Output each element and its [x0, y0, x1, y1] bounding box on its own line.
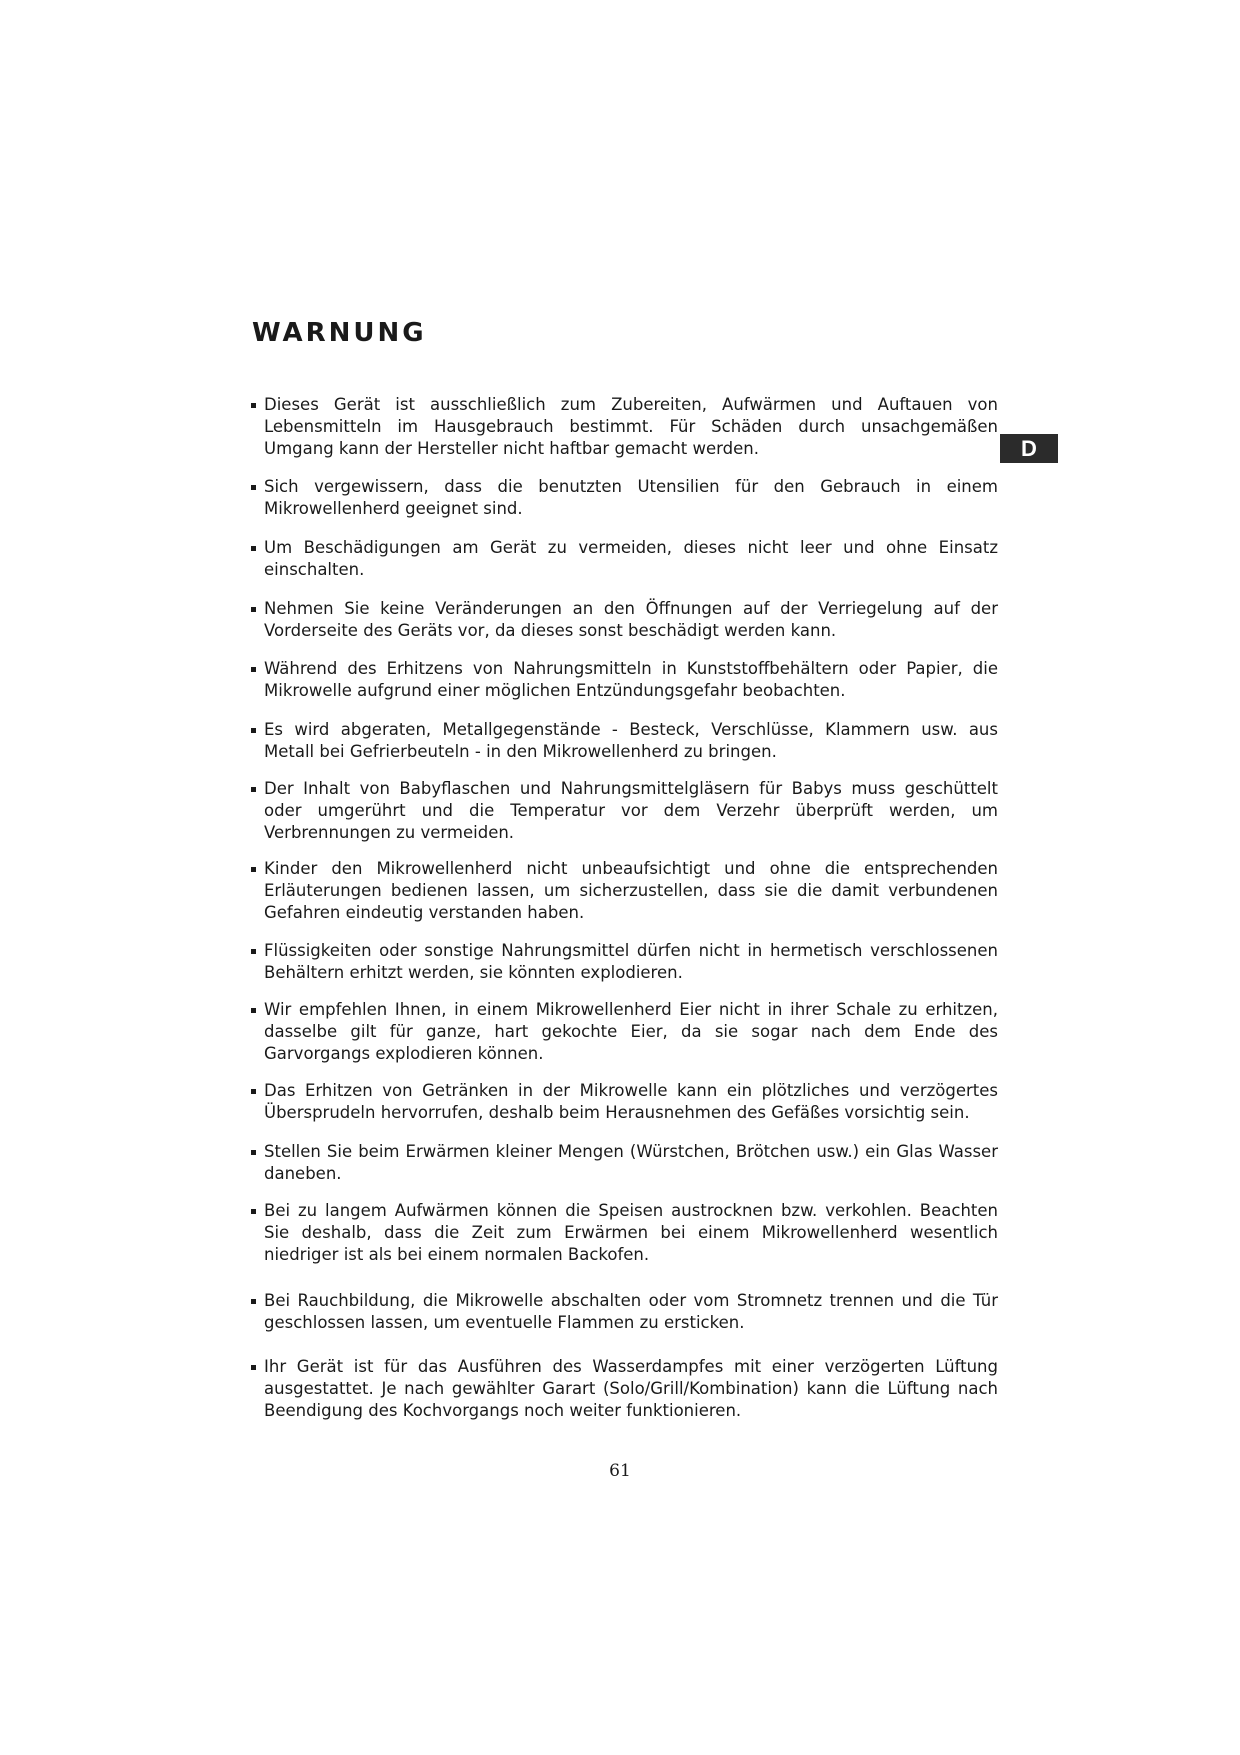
warning-item — [264, 778, 998, 844]
bullet-icon — [251, 1365, 256, 1370]
warning-item — [264, 1356, 998, 1422]
warning-text: Wir empfehlen Ihnen, in einem Mikrowellenherd Eier nicht in ihrer Schale zu erhitzen, dasselbe gilt für ganze, hart gekochte Eier, da sie sogar nach dem Ende des Garvorgangs explodieren können. — [264, 1000, 998, 1063]
warning-text: Das Erhitzen von Getränken in der Mikrowelle kann ein plötzliches und verzögertes Übersprudeln hervorrufen, deshalb beim Herausnehmen des Gefäßes vorsichtig sein. — [264, 1081, 998, 1122]
bullet-icon — [251, 1008, 256, 1013]
warning-text: Bei zu langem Aufwärmen können die Speisen austrocknen bzw. verkohlen. Beachten Sie deshalb, dass die Zeit zum Erwärmen bei einem Mikrowellenherd wesentlich niedriger ist als bei einem normalen Backofen. — [264, 1201, 998, 1264]
warning-text: Stellen Sie beim Erwärmen kleiner Mengen (Würstchen, Brötchen usw.) ein Glas Wasser daneben. — [264, 1142, 998, 1183]
bullet-icon — [251, 1299, 256, 1304]
bullet-icon — [251, 667, 256, 672]
page-number: 61 — [609, 1461, 631, 1481]
warning-text: Es wird abgeraten, Metallgegenstände - Besteck, Verschlüsse, Klammern usw. aus Metall bei Gefrierbeuteln - in den Mikrowellenherd zu bringen. — [264, 720, 998, 761]
bullet-icon — [251, 787, 256, 792]
warning-item — [264, 1290, 998, 1334]
bullet-icon — [251, 728, 256, 733]
warning-text: Während des Erhitzens von Nahrungsmitteln in Kunststoffbehältern oder Papier, die Mikrowelle aufgrund einer möglichen Entzündungsgefahr beobachten. — [264, 659, 998, 700]
bullet-icon — [251, 546, 256, 551]
warning-text: Ihr Gerät ist für das Ausführen des Wasserdampfes mit einer verzögerten Lüftung ausgestattet. Je nach gewählter Garart (Solo/Grill/Kombination) kann die Lüftung nach Beendigung des Kochvorgangs noch weiter funktionieren. — [264, 1357, 998, 1420]
warning-item — [264, 658, 998, 702]
warning-text: Flüssigkeiten oder sonstige Nahrungsmittel dürfen nicht in hermetisch verschlossenen Behältern erhitzt werden, sie könnten explodieren. — [264, 941, 998, 982]
warning-text: Um Beschädigungen am Gerät zu vermeiden, dieses nicht leer und ohne Einsatz einschalten. — [264, 538, 998, 579]
warning-item — [264, 1200, 998, 1266]
bullet-icon — [251, 607, 256, 612]
warning-item — [264, 940, 998, 984]
warning-text: Der Inhalt von Babyflaschen und Nahrungsmittelgläsern für Babys muss geschüttelt oder umgerührt und die Temperatur vor dem Verzehr überprüft werden, um Verbrennungen zu vermeiden. — [264, 779, 998, 842]
bullet-icon — [251, 949, 256, 954]
warning-text: Sich vergewissern, dass die benutzten Utensilien für den Gebrauch in einem Mikrowellenherd geeignet sind. — [264, 477, 998, 518]
page-title: WARNUNG — [252, 318, 427, 348]
warning-item — [264, 598, 998, 642]
bullet-icon — [251, 403, 256, 408]
warning-item — [264, 1080, 998, 1124]
bullet-icon — [251, 485, 256, 490]
bullet-icon — [251, 1089, 256, 1094]
warning-text: Kinder den Mikrowellenherd nicht unbeaufsichtigt und ohne die entsprechenden Erläuterungen bedienen lassen, um sicherzustellen, dass sie die damit verbundenen Gefahren eindeutig verstanden haben. — [264, 859, 998, 922]
warning-text: Nehmen Sie keine Veränderungen an den Öffnungen auf der Verriegelung auf der Vorderseite des Geräts vor, da dieses sonst beschädigt werden kann. — [264, 599, 998, 640]
warning-text: Bei Rauchbildung, die Mikrowelle abschalten oder vom Stromnetz trennen und die Tür geschlossen lassen, um eventuelle Flammen zu ersticken. — [264, 1291, 998, 1332]
bullet-icon — [251, 1209, 256, 1214]
warning-item — [264, 476, 998, 520]
warning-item — [264, 394, 998, 460]
language-tab: D — [1000, 434, 1058, 463]
warning-text: Dieses Gerät ist ausschließlich zum Zubereiten, Aufwärmen und Auftauen von Lebensmitteln im Hausgebrauch bestimmt. Für Schäden durch unsachgemäßen Umgang kann der Hersteller nicht haftbar gemacht werden. — [264, 395, 998, 458]
bullet-icon — [251, 1150, 256, 1155]
bullet-icon — [251, 867, 256, 872]
warning-item — [264, 537, 998, 581]
warning-item — [264, 858, 998, 924]
warning-item — [264, 719, 998, 763]
warning-item — [264, 999, 998, 1065]
warning-item — [264, 1141, 998, 1185]
